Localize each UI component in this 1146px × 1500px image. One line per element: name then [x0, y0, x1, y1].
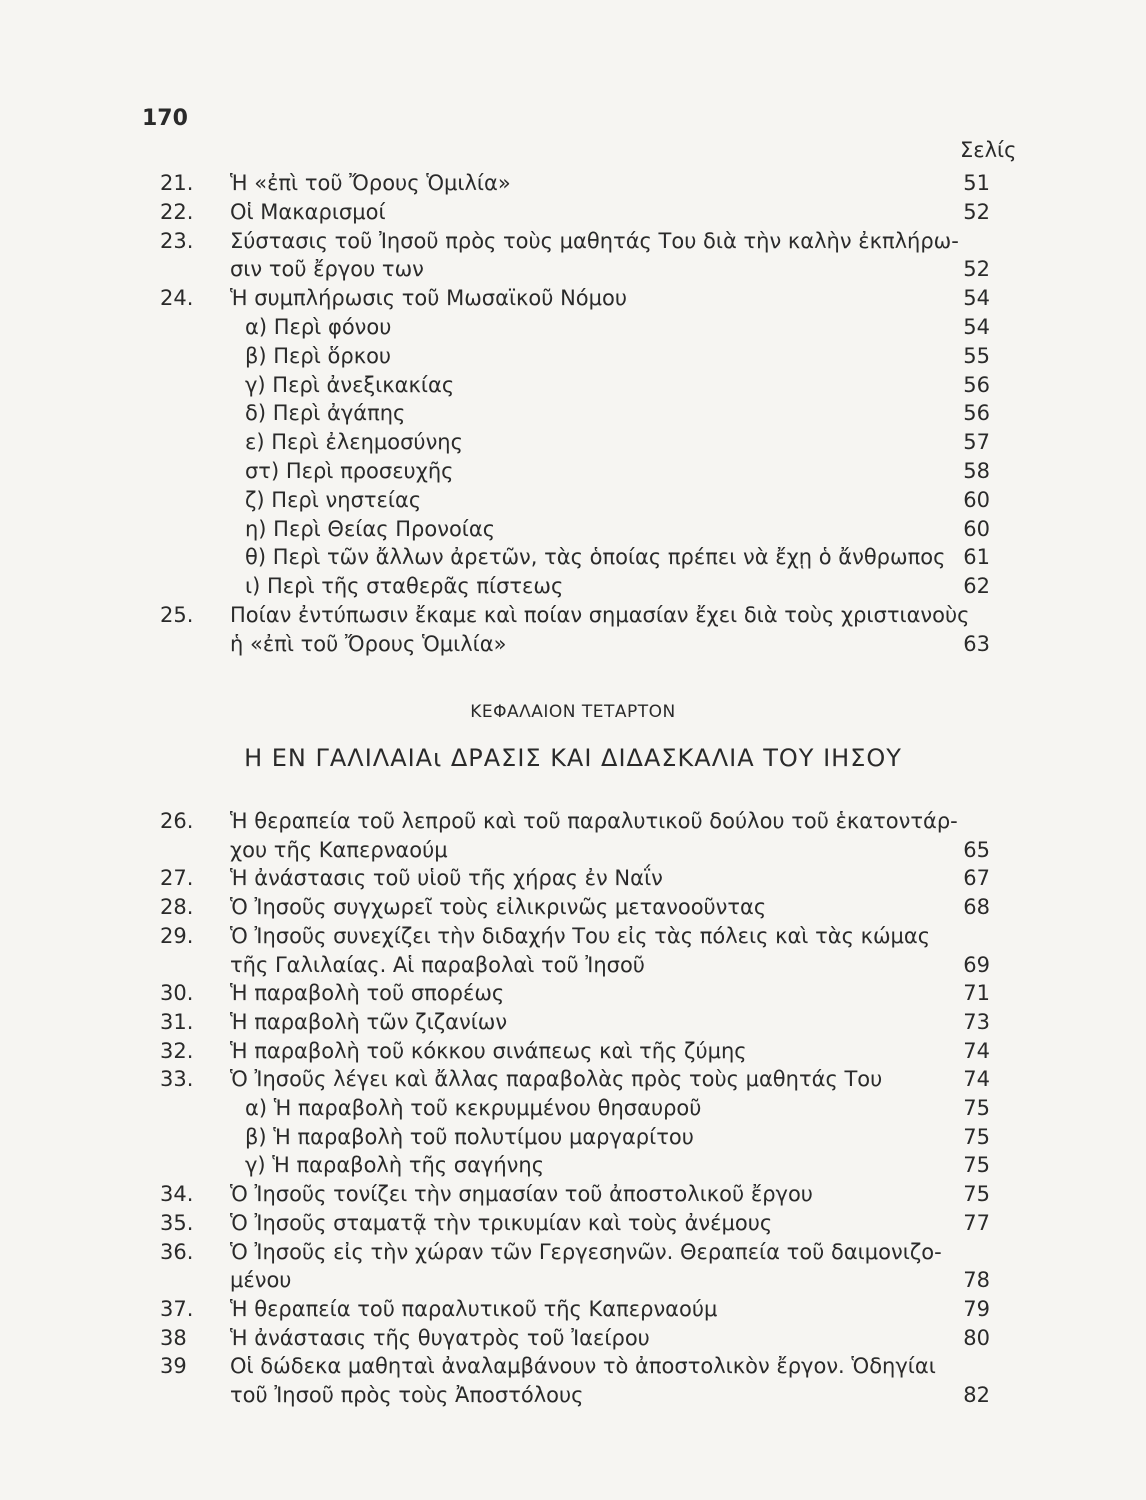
toc-entry-title: γ) Περὶ ἀνεξικακίας — [245, 372, 455, 397]
toc-entry-title: σιν τοῦ ἔργου των — [230, 257, 424, 282]
toc-entry-title: τοῦ Ἰησοῦ πρὸς τοὺς Ἀποστόλους — [230, 1383, 584, 1407]
toc-entry-title: Ὁ Ἰησοῦς λέγει καὶ ἄλλας παραβολὰς πρὸς τοὺς μαθητάς Του — [230, 1067, 883, 1092]
toc-entry-title: α) Ἡ παραβολὴ τοῦ κεκρυμμένου θησαυροῦ — [245, 1096, 702, 1120]
toc-entry-page: 51 — [963, 171, 990, 195]
toc-entry-title: Σύστασις τοῦ Ἰησοῦ πρὸς τοὺς μαθητάς Του διὰ τὴν καλὴν ἐκπλήρω- — [230, 228, 959, 253]
toc-entry — [160, 978, 990, 1008]
toc-entry-page: 65 — [963, 837, 990, 862]
toc-entry-page: 58 — [963, 459, 990, 483]
toc-entry-title: Ἡ παραβολὴ τοῦ σπορέως — [230, 981, 505, 1006]
toc-entry — [160, 806, 990, 836]
toc-entry — [160, 312, 990, 342]
toc-entry-title: Ἡ «ἐπὶ τοῦ Ὄρους Ὁμιλία» — [230, 171, 511, 195]
toc-entry-page: 60 — [963, 516, 990, 541]
toc-entry-number: 38 — [160, 1325, 187, 1350]
toc-entry — [160, 1323, 990, 1353]
toc-entry — [160, 600, 990, 630]
toc-entry-page: 75 — [963, 1182, 990, 1207]
toc-entry — [160, 1064, 990, 1094]
toc-entry — [160, 921, 990, 951]
toc-entry-number: 39 — [160, 1354, 187, 1379]
toc-entry — [160, 283, 990, 313]
toc-entry — [160, 1351, 990, 1381]
toc-entry — [160, 571, 990, 601]
toc-entry-page: 52 — [963, 257, 990, 282]
toc-entry-page: 77 — [963, 1210, 990, 1235]
toc-entry — [160, 197, 990, 227]
toc-entry — [160, 341, 990, 371]
toc-entry-page: 78 — [963, 1268, 990, 1293]
toc-entry-title: Οἱ Μακαρισμοί — [230, 199, 386, 224]
toc-entry — [160, 1007, 990, 1037]
toc-entry-title: Οἱ δώδεκα μαθηταὶ ἀναλαμβάνουν τὸ ἀποστολικὸν ἔργον. Ὁδηγίαι — [230, 1354, 936, 1379]
toc-entry-title: Ὁ Ἰησοῦς συνεχίζει τὴν διδαχήν Του εἰς τὰς πόλεις καὶ τὰς κώμας — [230, 923, 931, 948]
toc-entry-title: Ποίαν ἐντύπωσιν ἔκαμε καὶ ποίαν σημασίαν ἔχει διὰ τοὺς χριστιανοὺς — [230, 603, 970, 627]
toc-entry-title: χου τῆς Καπερναούμ — [230, 837, 448, 862]
toc-entry — [160, 226, 990, 256]
toc-entry-page: 56 — [963, 372, 990, 397]
toc-entry-number: 29. — [160, 923, 194, 948]
toc-entry — [160, 514, 990, 544]
toc-entry-number: 30. — [160, 981, 194, 1006]
chapter-title: Η ΕΝ ΓΑΛΙΛΑΙΑι ΔΡΑΣΙΣ ΚΑΙ ΔΙΔΑΣΚΑΛΙΑ ΤΟΥ ΙΗΣΟΥ — [244, 744, 902, 772]
toc-entry-title: Ὁ Ἰησοῦς εἰς τὴν χώραν τῶν Γεργεσηνῶν. Θεραπεία τοῦ δαιμονιζο- — [230, 1239, 942, 1264]
toc-entry-title: Ἡ ἀνάστασις τοῦ υἱοῦ τῆς χήρας ἐν Ναΐν — [230, 866, 663, 891]
toc-entry — [160, 427, 990, 457]
toc-entry-number: 34. — [160, 1182, 194, 1207]
toc-entry-title: ζ) Περὶ νηστείας — [245, 487, 422, 512]
toc-entry — [160, 542, 990, 572]
toc-entry — [160, 629, 990, 659]
toc-entry-title: Ἡ θεραπεία τοῦ παραλυτικοῦ τῆς Καπερναούμ — [230, 1296, 718, 1321]
toc-entry-number: 25. — [160, 603, 194, 627]
toc-entry-title: στ) Περὶ προσευχῆς — [245, 459, 454, 483]
toc-entry-page: 62 — [963, 574, 990, 599]
toc-entry-title: Ὁ Ἰησοῦς σταματᾷ τὴν τρικυμίαν καὶ τοὺς ἀνέμους — [230, 1210, 773, 1235]
toc-entry-page: 68 — [963, 895, 990, 920]
toc-entry-title: η) Περὶ Θείας Προνοίας — [245, 516, 496, 541]
toc-entry-page: 56 — [963, 401, 990, 426]
toc-entry-title: θ) Περὶ τῶν ἄλλων ἀρετῶν, τὰς ὁποίας πρέπει νὰ ἔχῃ ὁ ἄνθρωπος — [245, 545, 946, 570]
toc-entry-page: 55 — [963, 343, 990, 368]
toc-entry-title: Ὁ Ἰησοῦς συγχωρεῖ τοὺς εἰλικρινῶς μετανοοῦντας — [230, 895, 767, 920]
toc-entry-number: 33. — [160, 1067, 194, 1092]
toc-entry — [160, 456, 990, 486]
toc-entry — [160, 370, 990, 400]
toc-entry-page: 80 — [963, 1325, 990, 1350]
toc-entry-number: 27. — [160, 866, 194, 891]
toc-entry-title: μένου — [230, 1268, 292, 1293]
toc-entry-title: β) Περὶ ὅρκου — [245, 343, 392, 368]
toc-entry-title: Ἡ θεραπεία τοῦ λεπροῦ καὶ τοῦ παραλυτικοῦ δούλου τοῦ ἑκατοντάρ- — [230, 809, 958, 833]
toc-entry-title: ἡ «ἐπὶ τοῦ Ὄρους Ὁμιλία» — [230, 631, 507, 656]
toc-entry-page: 63 — [963, 631, 990, 656]
toc-entry — [160, 1122, 990, 1152]
toc-entry — [160, 1150, 990, 1180]
toc-entry-page: 67 — [963, 866, 990, 891]
toc-entry-page: 75 — [963, 1096, 990, 1120]
toc-entry — [160, 1237, 990, 1267]
toc-entry-title: γ) Ἡ παραβολὴ τῆς σαγήνης — [245, 1153, 545, 1178]
toc-entry-title: Ἡ παραβολὴ τῶν ζιζανίων — [230, 1009, 508, 1034]
toc-entry-page: 54 — [963, 286, 990, 311]
toc-entry — [160, 168, 990, 198]
toc-entry-title: δ) Περὶ ἀγάπης — [245, 401, 406, 426]
toc-entry — [160, 835, 990, 865]
page-number: 170 — [142, 106, 188, 131]
toc-entry-page: 71 — [963, 981, 990, 1006]
toc-entry-title: β) Ἡ παραβολὴ τοῦ πολυτίμου μαργαρίτου — [245, 1124, 694, 1149]
toc-entry-title: ε) Περὶ ἐλεημοσύνης — [245, 430, 463, 455]
toc-entry-page: 74 — [963, 1067, 990, 1092]
toc-entry-number: 28. — [160, 895, 194, 920]
toc-entry-number: 37. — [160, 1296, 194, 1321]
toc-entry — [160, 950, 990, 980]
toc-entry-page: 52 — [963, 199, 990, 224]
toc-entry — [160, 863, 990, 893]
toc-entry-page: 69 — [963, 952, 990, 977]
toc-entry-page: 73 — [963, 1009, 990, 1034]
toc-entry-page: 75 — [963, 1153, 990, 1178]
toc-entry — [160, 1380, 990, 1410]
toc-entry-page: 82 — [963, 1383, 990, 1407]
toc-entry-title: Ἡ ἀνάστασις τῆς θυγατρὸς τοῦ Ἰαείρου — [230, 1325, 650, 1350]
toc-entry-number: 22. — [160, 199, 194, 224]
toc-entry-title: Ἡ συμπλήρωσις τοῦ Μωσαϊκοῦ Νόμου — [230, 286, 628, 311]
toc-entry-page: 79 — [963, 1296, 990, 1321]
toc-entry-number: 31. — [160, 1009, 194, 1034]
page-column-header: Σελίς — [960, 138, 1017, 162]
toc-entry-title: τῆς Γαλιλαίας. Αἱ παραβολαὶ τοῦ Ἰησοῦ — [230, 952, 645, 977]
toc-entry-page: 57 — [963, 430, 990, 455]
chapter-label: ΚΕΦΑΛΑΙΟΝ ΤΕΤΑΡΤΟΝ — [470, 702, 676, 722]
toc-entry-title: ι) Περὶ τῆς σταθερᾶς πίστεως — [245, 574, 564, 599]
toc-entry — [160, 1294, 990, 1324]
toc-entry-number: 32. — [160, 1038, 194, 1063]
toc-entry-page: 61 — [963, 545, 990, 570]
toc-entry-number: 35. — [160, 1210, 194, 1235]
toc-entry-page: 75 — [963, 1124, 990, 1149]
toc-entry — [160, 1179, 990, 1209]
toc-entry-page: 74 — [963, 1038, 990, 1063]
toc-entry-number: 23. — [160, 228, 194, 253]
toc-entry-page: 54 — [963, 315, 990, 339]
toc-entry-number: 21. — [160, 171, 194, 195]
toc-entry — [160, 485, 990, 515]
toc-entry — [160, 1208, 990, 1238]
toc-entry — [160, 1093, 990, 1123]
toc-entry-title: Ἡ παραβολὴ τοῦ κόκκου σινάπεως καὶ τῆς ζύμης — [230, 1038, 747, 1063]
toc-entry-number: 26. — [160, 809, 194, 833]
toc-entry-number: 24. — [160, 286, 194, 311]
toc-entry-number: 36. — [160, 1239, 194, 1264]
toc-entry — [160, 1265, 990, 1295]
toc-entry — [160, 254, 990, 284]
toc-entry-title: Ὁ Ἰησοῦς τονίζει τὴν σημασίαν τοῦ ἀποστολικοῦ ἔργου — [230, 1182, 813, 1207]
toc-entry — [160, 892, 990, 922]
toc-entry-page: 60 — [963, 487, 990, 512]
toc-entry — [160, 398, 990, 428]
toc-entry-title: α) Περὶ φόνου — [245, 315, 392, 339]
toc-entry — [160, 1036, 990, 1066]
